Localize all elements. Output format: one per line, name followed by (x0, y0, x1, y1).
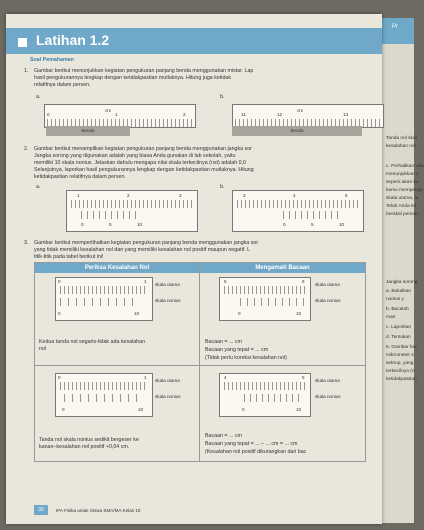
tick-label: 1 (115, 112, 118, 117)
right-text: Telah Anda let (386, 204, 417, 209)
square-bullet-icon (18, 38, 27, 47)
option-label: a. (36, 94, 41, 100)
scale-label: skala nonius (155, 394, 181, 399)
right-text: ketidakpastian (386, 377, 417, 382)
scale-label: skala utama (155, 282, 180, 287)
right-text: a. Bukalkan (386, 289, 412, 294)
unit-label: cm (297, 108, 304, 113)
question-text: Gambar berikut menunjukkan kegiatan pengukuran panjang benda menggunakan mistar. Lap (34, 68, 254, 74)
row-description: Kedua tanda nol segaris-tidak ada kesalahan (39, 339, 146, 345)
right-text: b. Bacalah (386, 307, 409, 312)
question-number: 3. (24, 240, 29, 246)
main-scale-ticks (60, 286, 148, 294)
nonius-label: 10 (339, 222, 345, 227)
option-label: b. (220, 94, 225, 100)
table-divider (199, 263, 200, 461)
ruler-a (44, 104, 196, 128)
reading-correct: Bacaan yang tepat = ... – ... cm = ... cm (205, 441, 298, 447)
question-text: Jangka sorong yang digunakan adalah yang biasa Anda gunakan di lab sekolah, yaitu (34, 153, 236, 159)
question-text: Gambar berikut memperlihatkan kegiatan pengukuran panjang benda menggunakan jangka sor (34, 240, 259, 246)
caliper-reading (219, 277, 311, 321)
table-header: Mengamati Bacaan (200, 263, 365, 273)
tick-label: 5 (224, 279, 227, 284)
row-description: nol (39, 346, 47, 352)
question-text: ketidakpastian relatifnya dalam persen. (34, 174, 126, 180)
right-text: berakal pemah (386, 212, 418, 217)
question-text: Gambar berikut menampilkan kegiatan pengukuran panjang benda menggunakan jangka sor (34, 146, 252, 152)
zero-error-table (34, 262, 366, 462)
nonius-label: 0 (283, 222, 286, 227)
right-text: Jangka sorong (386, 280, 418, 285)
tick-label: 0 (58, 375, 61, 380)
nonius-label: 5 (109, 222, 112, 227)
option-label: a. (36, 184, 41, 190)
caliper-b (232, 190, 364, 232)
tick-label: 5 (345, 193, 348, 198)
table-header: Periksa Kesalahan Nol (35, 263, 199, 273)
scale-label: skala nonius (155, 298, 181, 303)
right-text: sekrup, yang (386, 361, 414, 366)
right-text: mas' (386, 315, 396, 320)
nonius-label: 0 (242, 407, 245, 412)
question-text: memiliki 10 skala nonius. Jelaskan dahulu mengapa nilai skala terkecilnya (nst) adalah 0,0 (34, 160, 246, 166)
nonius-label: 10 (137, 222, 143, 227)
nonius-label: 5 (311, 222, 314, 227)
right-text: seperti akan ku (386, 180, 419, 185)
tick-label: 2 (127, 193, 130, 198)
row-description: Tanda nol skala nonius sedikit bergeser ke (39, 437, 139, 443)
nonius-label: 0 (62, 407, 65, 412)
right-text: kesalahan nol (386, 144, 416, 149)
ruler-b (232, 104, 384, 128)
tick-label: 3 (243, 193, 246, 198)
caliper-a (66, 190, 198, 232)
tick-label: 2 (183, 112, 186, 117)
nonius-ticks (60, 298, 140, 306)
tick-label: 1 (144, 375, 147, 380)
reading-value: Bacaan = ... cm (205, 339, 242, 345)
tick-label: 12 (277, 112, 283, 117)
caliper-zero (55, 277, 153, 321)
tick-label: 0 (47, 112, 50, 117)
question-text: relatifnya dalam persen. (34, 82, 91, 88)
right-text: menunjukkan 1 (386, 172, 419, 177)
main-scale-ticks (237, 200, 359, 208)
right-text: 5. Gambar ber (386, 345, 417, 350)
tick-label: 6 (302, 279, 305, 284)
right-text: Tanda nol skal (386, 136, 417, 141)
nonius-label: 10 (134, 311, 140, 316)
caliper-reading-2 (219, 373, 311, 417)
tick-label: 1 (144, 279, 147, 284)
nonius-label: 0 (81, 222, 84, 227)
reading-value: Bacaan = ... cm (205, 433, 242, 439)
scale-label: skala nonius (315, 394, 341, 399)
row-description: kanan–kesalahan nol positif +0,04 cm. (39, 444, 130, 450)
main-scale-ticks (224, 382, 306, 390)
question-number: 2. (24, 146, 29, 152)
right-page (382, 18, 424, 523)
right-text: c. Perhatikan visu (386, 164, 424, 169)
nonius-ticks (240, 298, 304, 306)
question-text: yang tidak memiliki kesalahan nol dan yang memiliki kesalahan nol positif maupun negatif. L (34, 247, 251, 253)
page-title: Latihan 1.2 (36, 32, 110, 48)
right-text: skala utama, la (386, 196, 419, 201)
nonius-ticks (283, 211, 343, 219)
tick-label: 5 (302, 375, 305, 380)
reading-note: (Tidak perlu koreksi kesalahan nol) (205, 355, 287, 361)
book-title: IPA Fisika untuk Siswa SMA/MA Kelas 10 (56, 508, 141, 513)
scale-label: skala utama (155, 378, 180, 383)
question-text: Selanjutnya, laporkan hasil pengukurannya lengkap dengan ketidakpastian mutlaknya. Hitung (34, 167, 254, 173)
table-divider (35, 365, 365, 366)
nonius-ticks (244, 394, 304, 402)
tick-label: 1 (77, 193, 80, 198)
page-number: 30 (34, 505, 48, 515)
tick-label: 3 (179, 193, 182, 198)
right-text: kamu mempelaja (386, 188, 423, 193)
tick-label: 13 (343, 112, 349, 117)
unit-label: cm (105, 108, 112, 113)
question-text: titik-titik pada tabel berikut ini! (34, 254, 104, 260)
option-label: b. (220, 184, 225, 190)
scale-label: skala utama (315, 378, 340, 383)
caliper-positive-error (55, 373, 153, 417)
question-number: 1. (24, 68, 29, 74)
right-text: d. Tentukan (386, 335, 411, 340)
object-block: Benda (232, 126, 362, 136)
nonius-label: 0 (58, 311, 61, 316)
nonius-label: 10 (296, 407, 302, 412)
nonius-ticks (81, 211, 141, 219)
object-block: Benda (46, 126, 130, 136)
right-header-tab: Pr (382, 18, 414, 44)
scale-label: skala nonius (315, 298, 341, 303)
nonius-label: 10 (138, 407, 144, 412)
reading-note: (Kesalahan nol positif dikurangkan dari bac (205, 449, 307, 455)
right-text: mikrometer s (386, 353, 414, 358)
section-label: Soal Pemahaman (30, 57, 74, 63)
main-scale-ticks (60, 382, 148, 390)
tick-label: 4 (224, 375, 227, 380)
left-page (6, 14, 382, 524)
right-text: c. Laporkan (386, 325, 412, 330)
right-text: terkecilnya (n (386, 369, 415, 374)
right-text: nonius y (386, 297, 404, 302)
main-scale-ticks (224, 286, 306, 294)
question-text: hasil pengukurannya lengkap dengan ketidakpastian mutlaknya. Hitung juga ketidak (34, 75, 232, 81)
nonius-label: 10 (296, 311, 302, 316)
scale-label: skala utama (315, 282, 340, 287)
nonius-ticks (64, 394, 144, 402)
reading-correct: Bacaan yang tepat = ... cm (205, 347, 269, 353)
tick-label: 11 (241, 112, 246, 117)
tick-label: 4 (293, 193, 296, 198)
nonius-label: 0 (238, 311, 241, 316)
main-scale-ticks (71, 200, 193, 208)
tick-label: 0 (58, 279, 61, 284)
